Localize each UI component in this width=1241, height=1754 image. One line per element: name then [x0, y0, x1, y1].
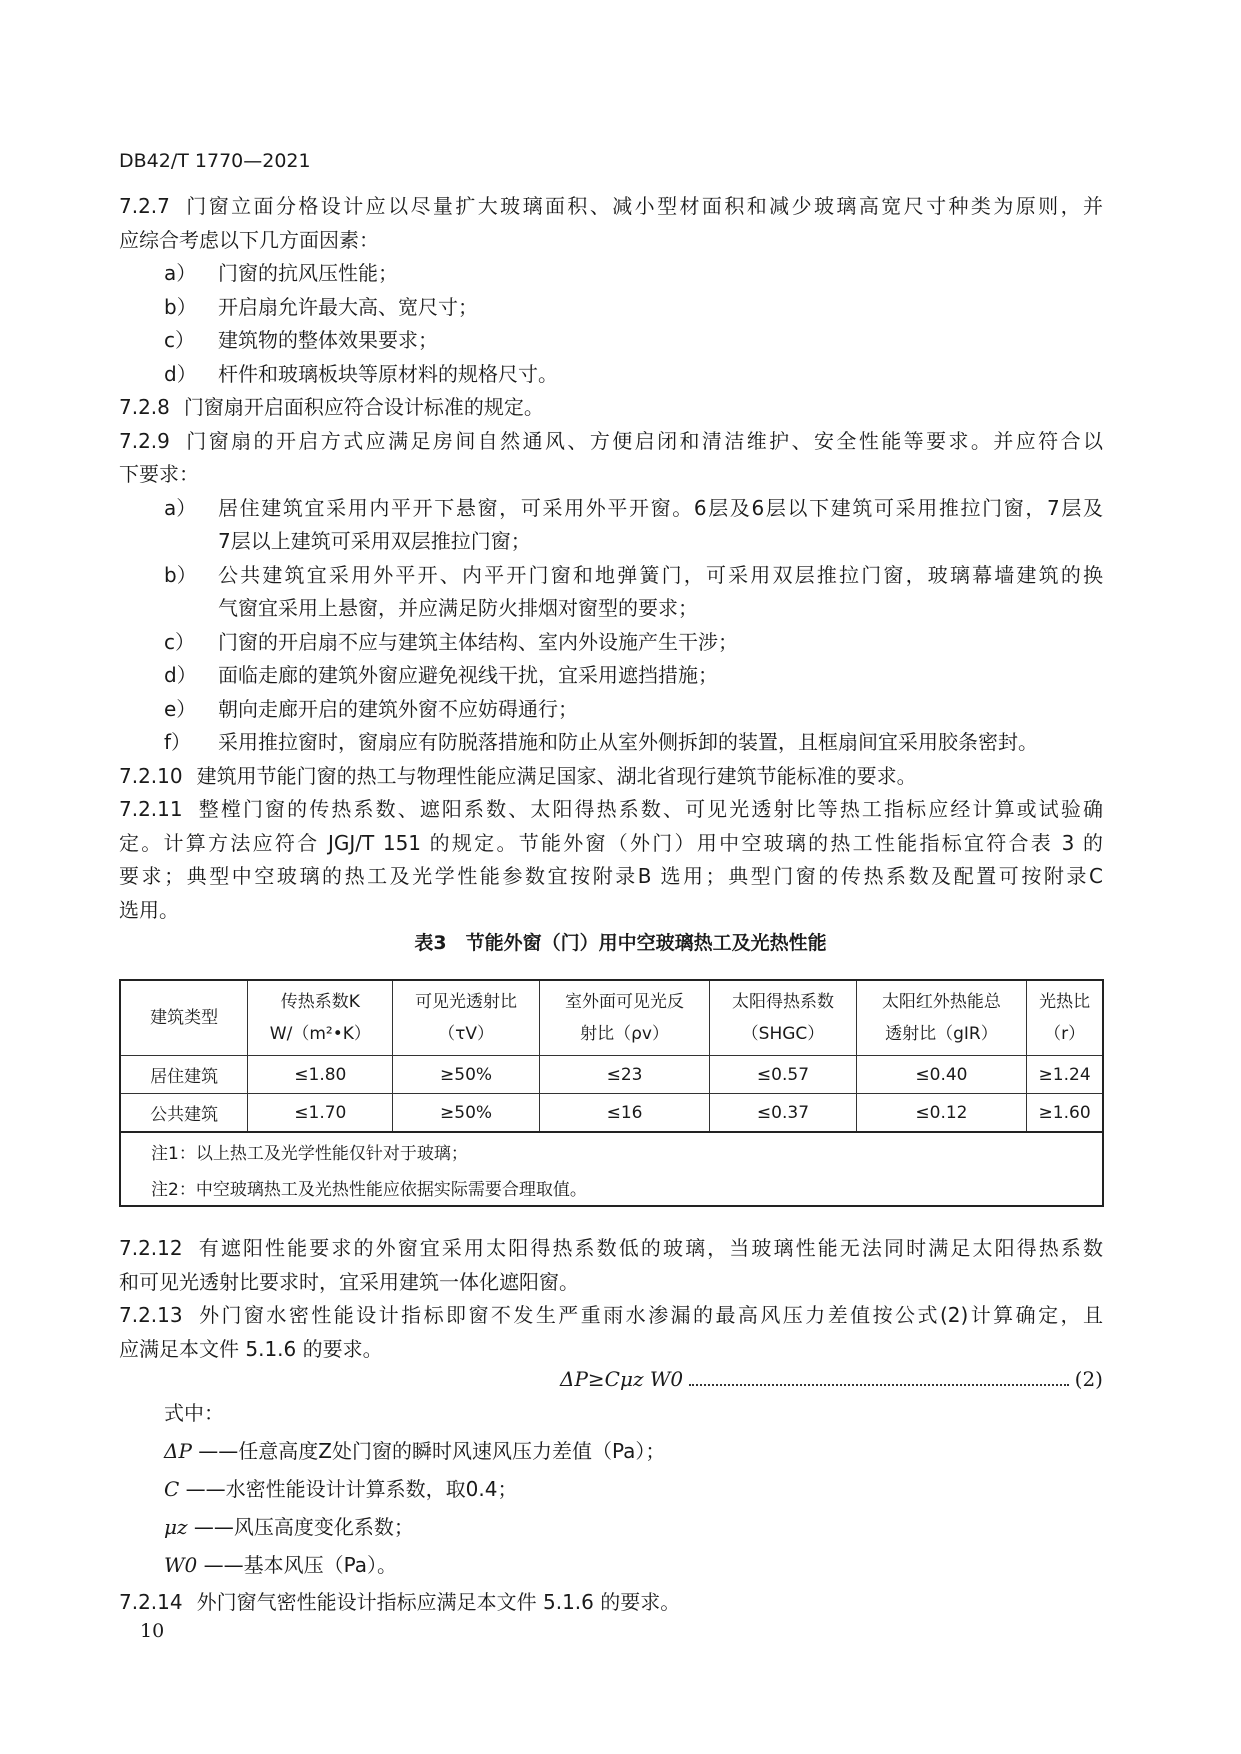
header-cell: 传热系数K W/（m²•K） — [248, 980, 393, 1056]
formula-expression: ΔP≥Cμz W0 — [560, 1366, 684, 1391]
cell: ≤1.80 — [248, 1056, 393, 1094]
header-cell: 光热比 （r） — [1027, 980, 1103, 1056]
table-note: 注2：中空玻璃热工及光热性能应依据实际需要合理取值。 — [120, 1169, 1103, 1206]
clauses-7-2-12-to-7-2-13 — [119, 1232, 1103, 1366]
cell: ≤0.40 — [856, 1056, 1027, 1094]
header-cell: 室外面可见光反 射比（ρv） — [539, 980, 710, 1056]
cell: ≤0.12 — [856, 1094, 1027, 1133]
clause-7-2-11-line1: 7.2.11 整樘门窗的传热系数、遮阳系数、太阳得热系数、可见光透射比等热工指标应经计算或试验确 — [119, 797, 1103, 821]
list-item: d） 杆件和玻璃板块等原材料的规格尺寸。 — [164, 361, 558, 386]
cell: 居住建筑 — [120, 1056, 248, 1094]
leader-dots — [689, 1372, 1069, 1386]
list-item: b） 公共建筑宜采用外平开、内平开门窗和地弹簧门，可采用双层推拉门窗，玻璃幕墙建筑的换 — [164, 562, 1103, 587]
clause-7-2-13-line2: 应满足本文件 5.1.6 的要求。 — [119, 1336, 383, 1361]
clause-7-2-7-line2: 应综合考虑以下几方面因素： — [119, 227, 379, 252]
cell: ≤16 — [539, 1094, 710, 1133]
list-item: d） 面临走廊的建筑外窗应避免视线干扰，宜采用遮挡措施； — [164, 663, 718, 687]
header-cell: 建筑类型 — [120, 980, 248, 1056]
where-list — [164, 1397, 665, 1587]
cell: ≤1.70 — [248, 1094, 393, 1133]
where-item: C ——水密性能设计计算系数，取0.4； — [164, 1477, 518, 1501]
header-cell: 可见光透射比 （τV） — [393, 980, 539, 1056]
list-item: e） 朝向走廊开启的建筑外窗不应妨碍通行； — [164, 696, 578, 721]
table-note-row — [120, 1132, 1103, 1169]
list-item-continuation: 7层以上建筑可采用双层推拉门窗； — [218, 529, 531, 553]
glass-performance-table — [119, 979, 1104, 1207]
table-row — [120, 1056, 1103, 1094]
cell: ≥50% — [393, 1056, 539, 1094]
clause-7-2-10: 7.2.10 建筑用节能门窗的热工与物理性能应满足国家、湖北省现行建筑节能标准的要求。 — [119, 763, 917, 788]
clause-7-2-14-line: 7.2.14 外门窗气密性能设计指标应满足本文件 5.1.6 的要求。 — [119, 1590, 681, 1614]
table-row — [120, 1094, 1103, 1133]
cell: ≥1.60 — [1027, 1094, 1103, 1133]
clause-7-2-9-line1: 7.2.9 门窗扇的开启方式应满足房间自然通风、方便启闭和清洁维护、安全性能等要求。并应符合以 — [119, 428, 1103, 453]
table-title: 表3 节能外窗（门）用中空玻璃热工及光热性能 — [414, 932, 827, 954]
cell: ≤23 — [539, 1056, 710, 1094]
clause-7-2-12-line1: 7.2.12 有遮阳性能要求的外窗宜采用太阳得热系数低的玻璃，当玻璃性能无法同时满足太阳得热系数 — [119, 1236, 1103, 1260]
clause-7-2-9-line2: 下要求： — [119, 462, 199, 486]
header-cell: 太阳得热系数 （SHGC） — [710, 980, 856, 1056]
clause-7-2-11-line3: 要求；典型中空玻璃的热工及光学性能参数宜按附录B 选用；典型门窗的传热系数及配置可按附录C — [119, 864, 1103, 888]
formula-2 — [560, 1362, 1103, 1395]
clause-7-2-14 — [119, 1586, 1103, 1620]
list-item: a） 门窗的抗风压性能； — [164, 261, 398, 285]
where-item: ΔP ——任意高度Z处门窗的瞬时风速风压力差值（Pa）； — [164, 1439, 666, 1463]
cell: ≤0.37 — [710, 1094, 856, 1133]
cell: 公共建筑 — [120, 1094, 248, 1133]
formula-number: (2) — [1074, 1366, 1103, 1391]
list-item: c） 建筑物的整体效果要求； — [164, 328, 438, 352]
list-item-continuation: 气窗宜采用上悬窗，并应满足防火排烟对窗型的要求； — [218, 596, 698, 620]
clause-7-2-7-line1: 7.2.7 门窗立面分格设计应以尽量扩大玻璃面积、减小型材面积和减少玻璃高宽尺寸种类为原则，并 — [119, 194, 1103, 218]
list-item: f） 采用推拉窗时，窗扇应有防脱落措施和防止从室外侧拆卸的装置，且框扇间宜采用胶条密封。 — [164, 730, 1038, 754]
clause-7-2-13-line1: 7.2.13 外门窗水密性能设计指标即窗不发生严重雨水渗漏的最高风压力差值按公式(2)计算确定，且 — [119, 1303, 1103, 1327]
where-title: 式中： — [164, 1401, 224, 1425]
list-item: c） 门窗的开启扇不应与建筑主体结构、室内外设施产生干涉； — [164, 629, 738, 654]
clause-7-2-8: 7.2.8 门窗扇开启面积应符合设计标准的规定。 — [119, 395, 544, 419]
cell: ≥50% — [393, 1094, 539, 1133]
cell: ≥1.24 — [1027, 1056, 1103, 1094]
cell: ≤0.57 — [710, 1056, 856, 1094]
clause-7-2-12-line2: 和可见光透射比要求时，宜采用建筑一体化遮阳窗。 — [119, 1269, 579, 1294]
clause-7-2-11-line2: 定。计算方法应符合 JGJ/T 151 的规定。节能外窗（外门）用中空玻璃的热工性能指标宜符合表 3 的 — [119, 830, 1103, 855]
clauses-7-2-7-to-7-2-11 — [119, 190, 1103, 927]
table-header-row — [120, 980, 1103, 1056]
clause-7-2-11-line4: 选用。 — [119, 897, 179, 922]
table-note-row — [120, 1169, 1103, 1206]
where-item: W0 ——基本风压（Pa）。 — [164, 1553, 398, 1577]
header-cell: 太阳红外热能总 透射比（gIR） — [856, 980, 1027, 1056]
where-item: μz ——风压高度变化系数； — [164, 1515, 414, 1539]
list-item: a） 居住建筑宜采用内平开下悬窗，可采用外平开窗。6层及6层以下建筑可采用推拉门窗，7层及 — [164, 495, 1103, 520]
list-item: b） 开启扇允许最大高、宽尺寸； — [164, 294, 478, 319]
table-note: 注1：以上热工及光学性能仅针对于玻璃； — [120, 1132, 1103, 1169]
page-number: 10 — [140, 1620, 165, 1642]
document-code-header: DB42/T 1770—2021 — [119, 150, 311, 172]
